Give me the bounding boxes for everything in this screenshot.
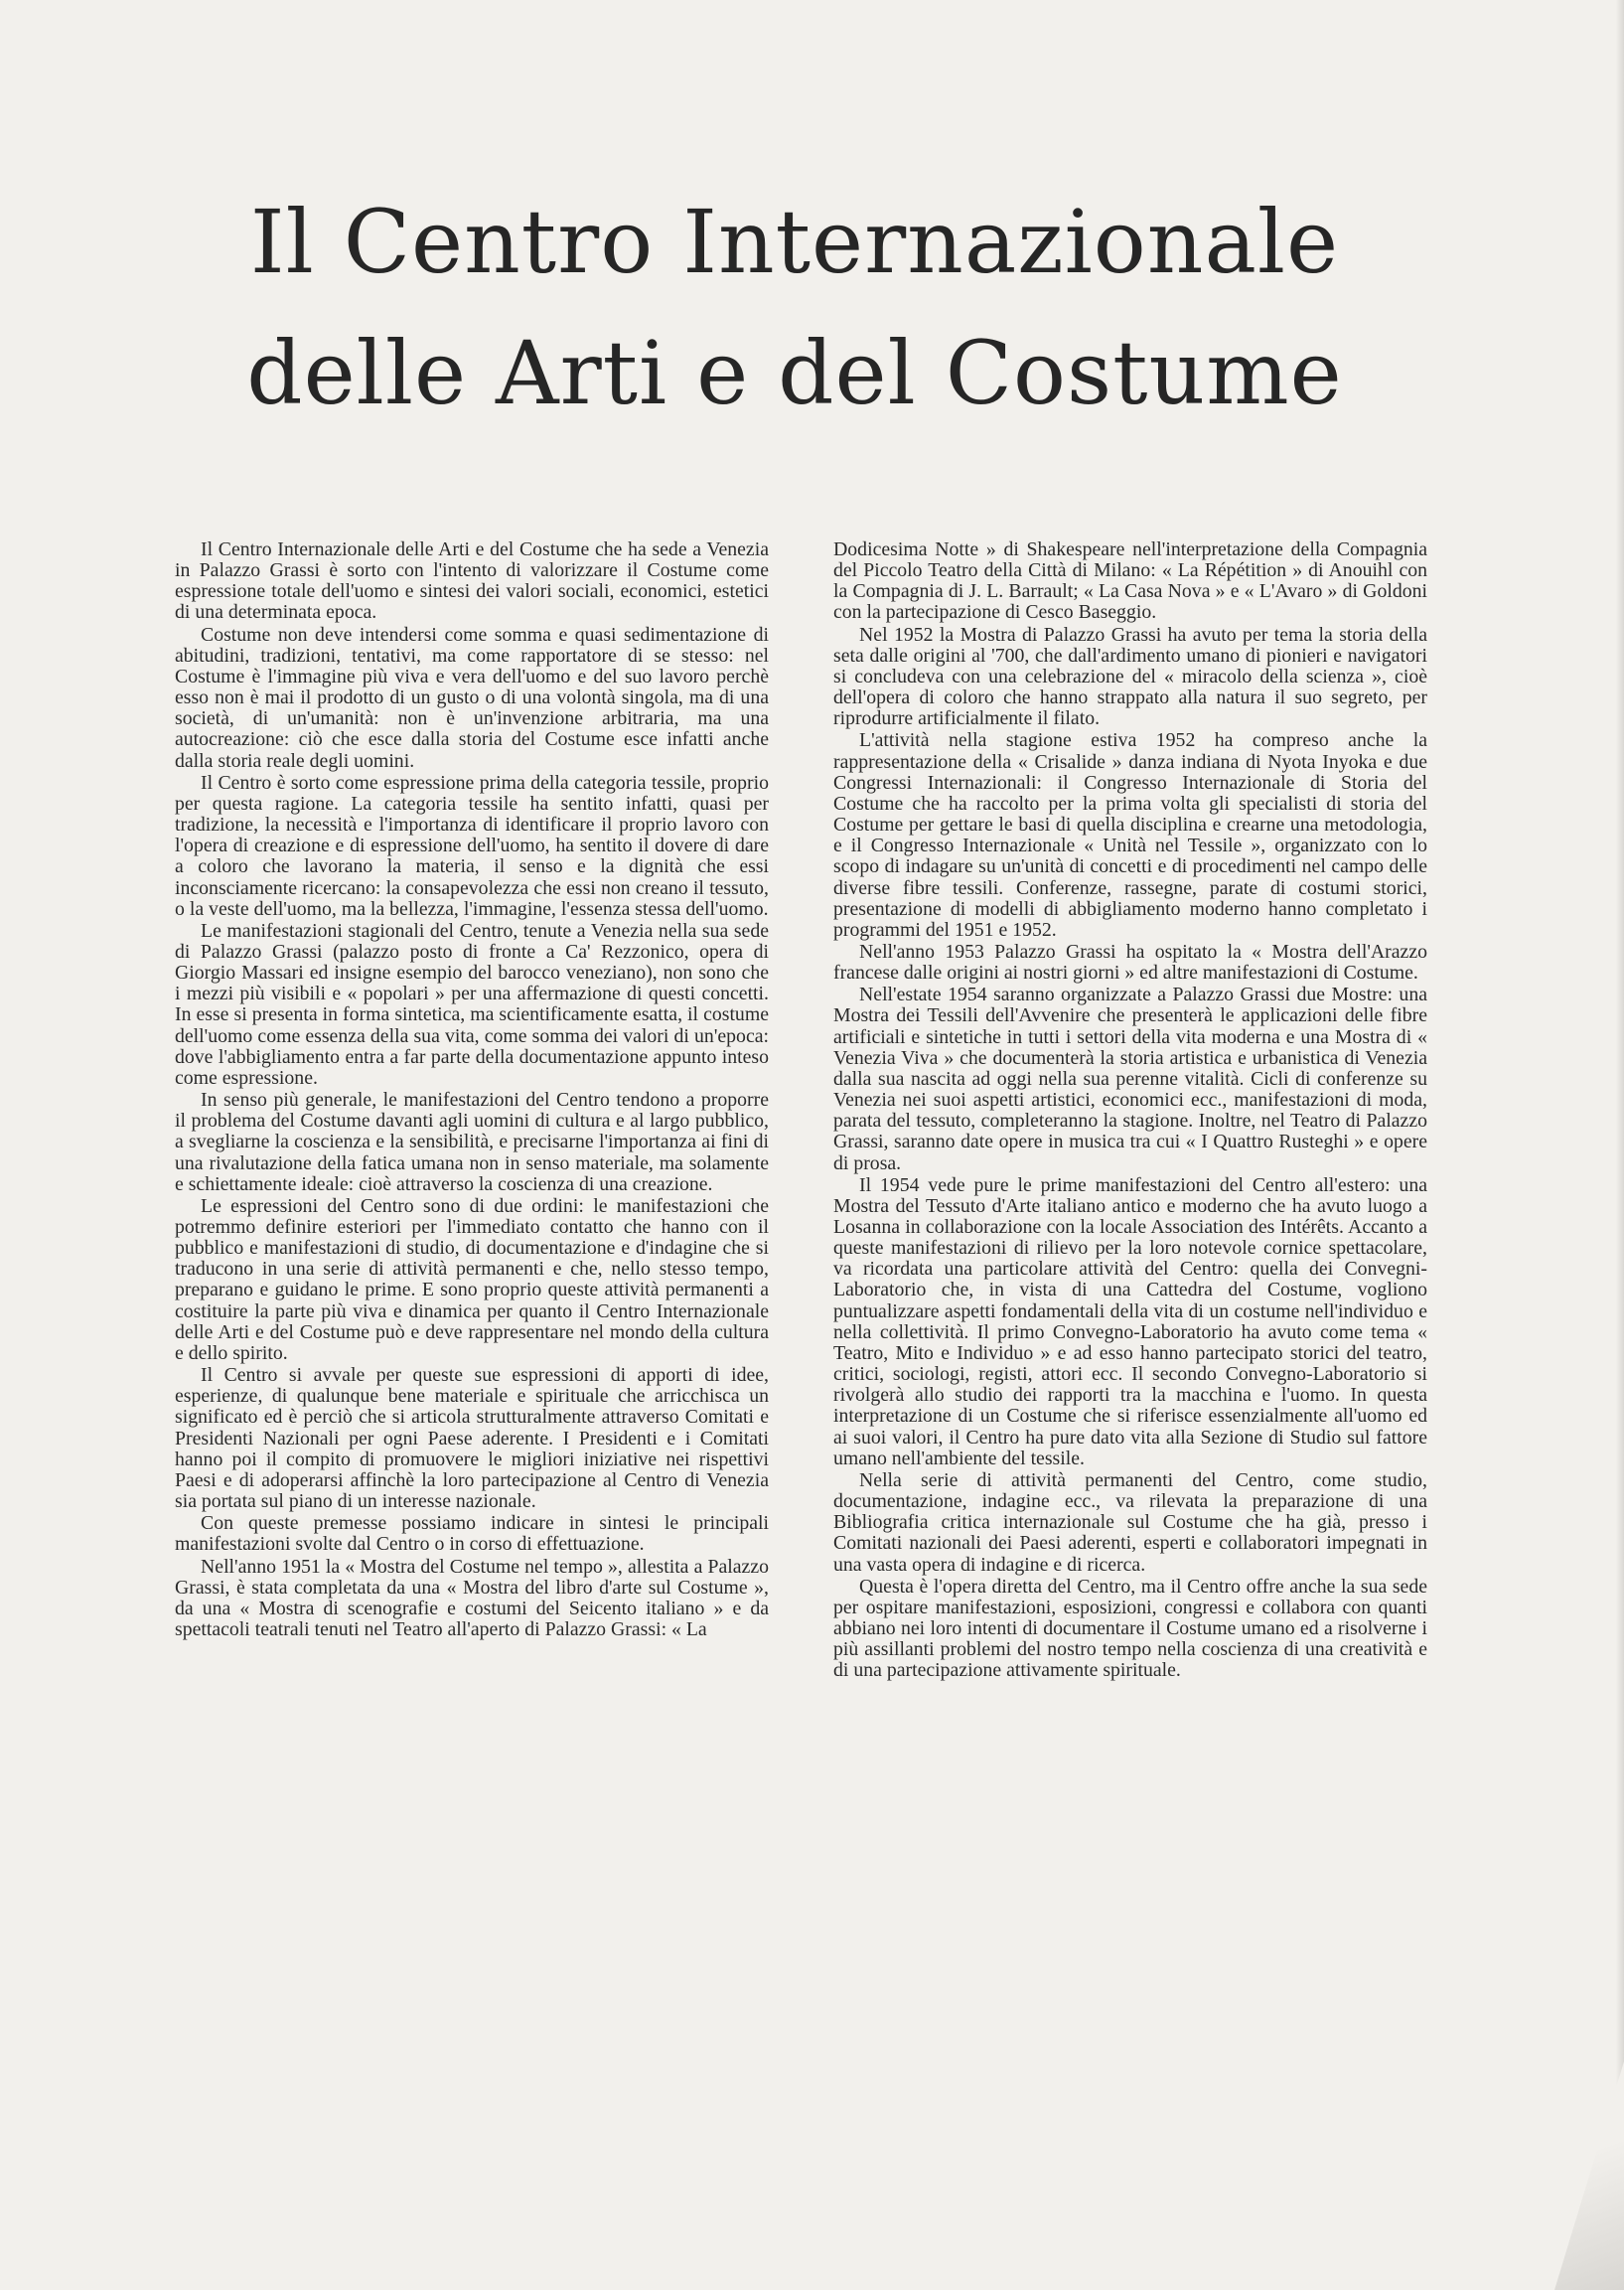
paragraph: Nell'anno 1953 Palazzo Grassi ha ospitato la « Mostra dell'Arazzo francese dalle origini ai nostri giorni » ed altre manifestazioni di Costume. <box>833 940 1427 985</box>
left-text-column <box>175 539 769 1641</box>
paragraph: In senso più generale, le manifestazioni del Centro tendono a proporre il problema del Costume davanti agli uomini di cultura e al largo pubblico, a svegliarne la coscienza e la sensibilità, e precisarne l'importanza ai fini di una rivalutazione della fatica umana non in senso materiale, ma solamente e schiettamente ideale: cioè attraverso la coscienza di una creazione. <box>175 1089 769 1195</box>
paragraph: Il Centro Internazionale delle Arti e del Costume che ha sede a Venezia in Palazzo Grassi è sorto con l'intento di valorizzare il Costume come espressione totale dell'uomo e sintesi dei valori sociali, economici, estetici di una determinata epoca. <box>175 538 769 624</box>
paragraph-continuation: Dodicesima Notte » di Shakespeare nell'interpretazione della Compagnia del Piccolo Teatro della Città di Milano: « La Répétition » di Anouihl con la Compagnia di J. L. Barrault; « La Casa Nova » e « L'Avaro » di Goldoni con la partecipazione di Cesco Baseggio. <box>833 538 1427 624</box>
paragraph: Questa è l'opera diretta del Centro, ma il Centro offre anche la sua sede per ospitare manifestazioni, esposizioni, congressi e collabora con quanti abbiano nei loro intenti di documentare il Costume umano ed a risolverne i più assillanti problemi del nostro tempo nella coscienza di una creatività e di una partecipazione attivamente spirituale. <box>833 1575 1427 1682</box>
paragraph: Il 1954 vede pure le prime manifestazioni del Centro all'estero: una Mostra del Tessuto d'Arte italiano antico e moderno che ha avuto luogo a Losanna in collaborazione con la locale Association des Intérêts. Accanto a queste manifestazioni di rilievo per la loro notevole cornice spettacolare, va ricordata una particolare attività del Centro: quella dei Convegni-Laboratorio che, in vista di una Cattedra del Costume, vogliono puntualizzare aspetti fondamentali della vita di un costume nell'individuo e nella collettività. Il primo Convegno-Laboratorio ha avuto come tema « Teatro, Mito e Individuo » e ad esso hanno partecipato storici del teatro, critici, sociologi, registi, attori ecc. Il secondo Convegno-Laboratorio si rivolgerà allo studio dei rapporti tra la macchina e l'uomo. In questa interpretazione di un Costume che si riferisce essenzialmente all'uomo ed ai suoi valori, il Centro ha pure dato vita alla Sezione di Studio sul fattore umano nell'ambiente del tessile. <box>833 1173 1427 1469</box>
title-line-2: delle Arti e del Costume <box>246 322 1343 424</box>
paragraph: Nell'estate 1954 saranno organizzate a Palazzo Grassi due Mostre: una Mostra dei Tessili dell'Avvenire che presenterà le applicazioni delle fibre artificiali e sintetiche in tutti i settori della vita moderna e una Mostra di « Venezia Viva » che documenterà la storia artistica e urbanistica di Venezia dalla sua nascita ad oggi nella sua perenne vitalità. Cicli di conferenze su Venezia nei suoi aspetti artistici, economici ecc., manifestazioni di moda, parata del tessuto, completeranno la stagione. Inoltre, nel Teatro di Palazzo Grassi, saranno date opere in musica tra cui « I Quattro Rusteghi » e opere di prosa. <box>833 984 1427 1174</box>
title-line-1: Il Centro Internazionale <box>249 191 1340 293</box>
paragraph: Nel 1952 la Mostra di Palazzo Grassi ha avuto per tema la storia della seta dalle origini al '700, che dall'ardimento umano di pionieri e navigatori si concludeva con una celebrazione del « miracolo della scienza », cioè dell'opera di coloro che hanno strappato alla natura il suo segreto, per riprodurre artificialmente il filato. <box>833 623 1427 730</box>
paragraph: Il Centro si avvale per queste sue espressioni di apporti di idee, esperienze, di qualunque bene materiale e spirituale che arricchisca un significato ed è perciò che si articola strutturalmente attraverso Comitati e Presidenti Nazionali per ogni Paese aderente. I Presidenti e i Comitati hanno poi il compito di promuovere le migliori iniziative nei rispettivi Paesi e di adoperarsi affinchè la loro partecipazione al Centro di Venezia sia portata sul piano di un interesse nazionale. <box>175 1364 769 1513</box>
folded-corner <box>1554 2061 1624 2290</box>
paragraph: Nell'anno 1951 la « Mostra del Costume nel tempo », allestita a Palazzo Grassi, è stata completata da una « Mostra del libro d'arte sul Costume », da una « Mostra di scenografie e costumi del Seicento italiano » e da spettacoli teatrali tenuti nel Teatro all'aperto di Palazzo Grassi: « La <box>175 1555 769 1640</box>
paragraph: Le manifestazioni stagionali del Centro, tenute a Venezia nella sua sede di Palazzo Grassi (palazzo posto di fronte a Ca' Rezzonico, opera di Giorgio Massari ed insigne esempio del barocco veneziano), non sono che i mezzi più visibili e « popolari » per una affermazione di questi concetti. In esse si presenta in forma sintetica, ma scientificamente esatta, il costume dell'uomo come essenza della sua vita, come somma dei valori di un'epoca: dove l'abbigliamento entra a far parte della documentazione appunto inteso come espressione. <box>175 919 769 1089</box>
paragraph: Nella serie di attività permanenti del Centro, come studio, documentazione, indagine ecc., va rilevata la preparazione di una Bibliografia critica internazionale sul Costume che ha già, presso i Comitati nazionali dei Paesi aderenti, esperti e collaboratori impegnati in una vasta opera di indagine e di ricerca. <box>833 1468 1427 1576</box>
paragraph: Costume non deve intendersi come somma e quasi sedimentazione di abitudini, tradizioni, tentativi, ma come rapportatore di se stesso: nel Costume è l'immagine più viva e vera dell'uomo e del suo lavoro perchè esso non è mai il prodotto di un gusto o di una volontà singola, ma di una società, di un'umanità: non è un'invenzione arbitraria, ma una autocreazione: ciò che esce dalla storia del Costume esce infatti anche dalla storia reale degli uomini. <box>175 623 769 772</box>
page-title <box>149 177 1440 439</box>
paragraph: Con queste premesse possiamo indicare in sintesi le principali manifestazioni svolte dal Centro o in corso di effettuazione. <box>175 1512 769 1556</box>
paragraph: Il Centro è sorto come espressione prima della categoria tessile, proprio per questa ragione. La categoria tessile ha sentito infatti, quasi per tradizione, la necessità e l'importanza di identificare il proprio lavoro con l'opera di creazione e di espressione dell'uomo, ha sentito il dovere di dare a coloro che lavorano la materia, il senso e la dignità che essi inconsciamente ricercano: la consapevolezza che essi non creano il tessuto, o la veste dell'uomo, ma la bellezza, l'immagine, l'essenza stessa dell'uomo. <box>175 771 769 920</box>
paragraph: Le espressioni del Centro sono di due ordini: le manifestazioni che potremmo definire esteriori per l'immediato contatto che hanno con il pubblico e manifestazioni di studio, di documentazione e d'indagine che si traducono in una serie di attività permanenti e che, nello stesso tempo, preparano e guidano le prime. E sono proprio queste attività permanenti a costituire la parte più viva e dinamica per quanto il Centro Internazionale delle Arti e del Costume può e deve rappresentare nel mondo della cultura e dello spirito. <box>175 1194 769 1364</box>
paragraph: L'attività nella stagione estiva 1952 ha compreso anche la rappresentazione della « Crisalide » danza indiana di Nyota Inyoka e due Congressi Internazionali: il Congresso Internazionale di Storia del Costume che ha raccolto per la prima volta gli specialisti di storia del Costume per gettare le basi di quella disciplina e crearne una metodologia, e il Congresso Internazionale « Unità nel Tessile », organizzato con lo scopo di indagare su un'unità di concetti e di procedimenti nel campo delle diverse fibre tessili. Conferenze, rassegne, parate di costumi storici, presentazione di modelli di abbigliamento moderno hanno completato i programmi del 1951 e 1952. <box>833 729 1427 941</box>
right-text-column <box>833 539 1427 1682</box>
paper-edge <box>1616 0 1624 2290</box>
